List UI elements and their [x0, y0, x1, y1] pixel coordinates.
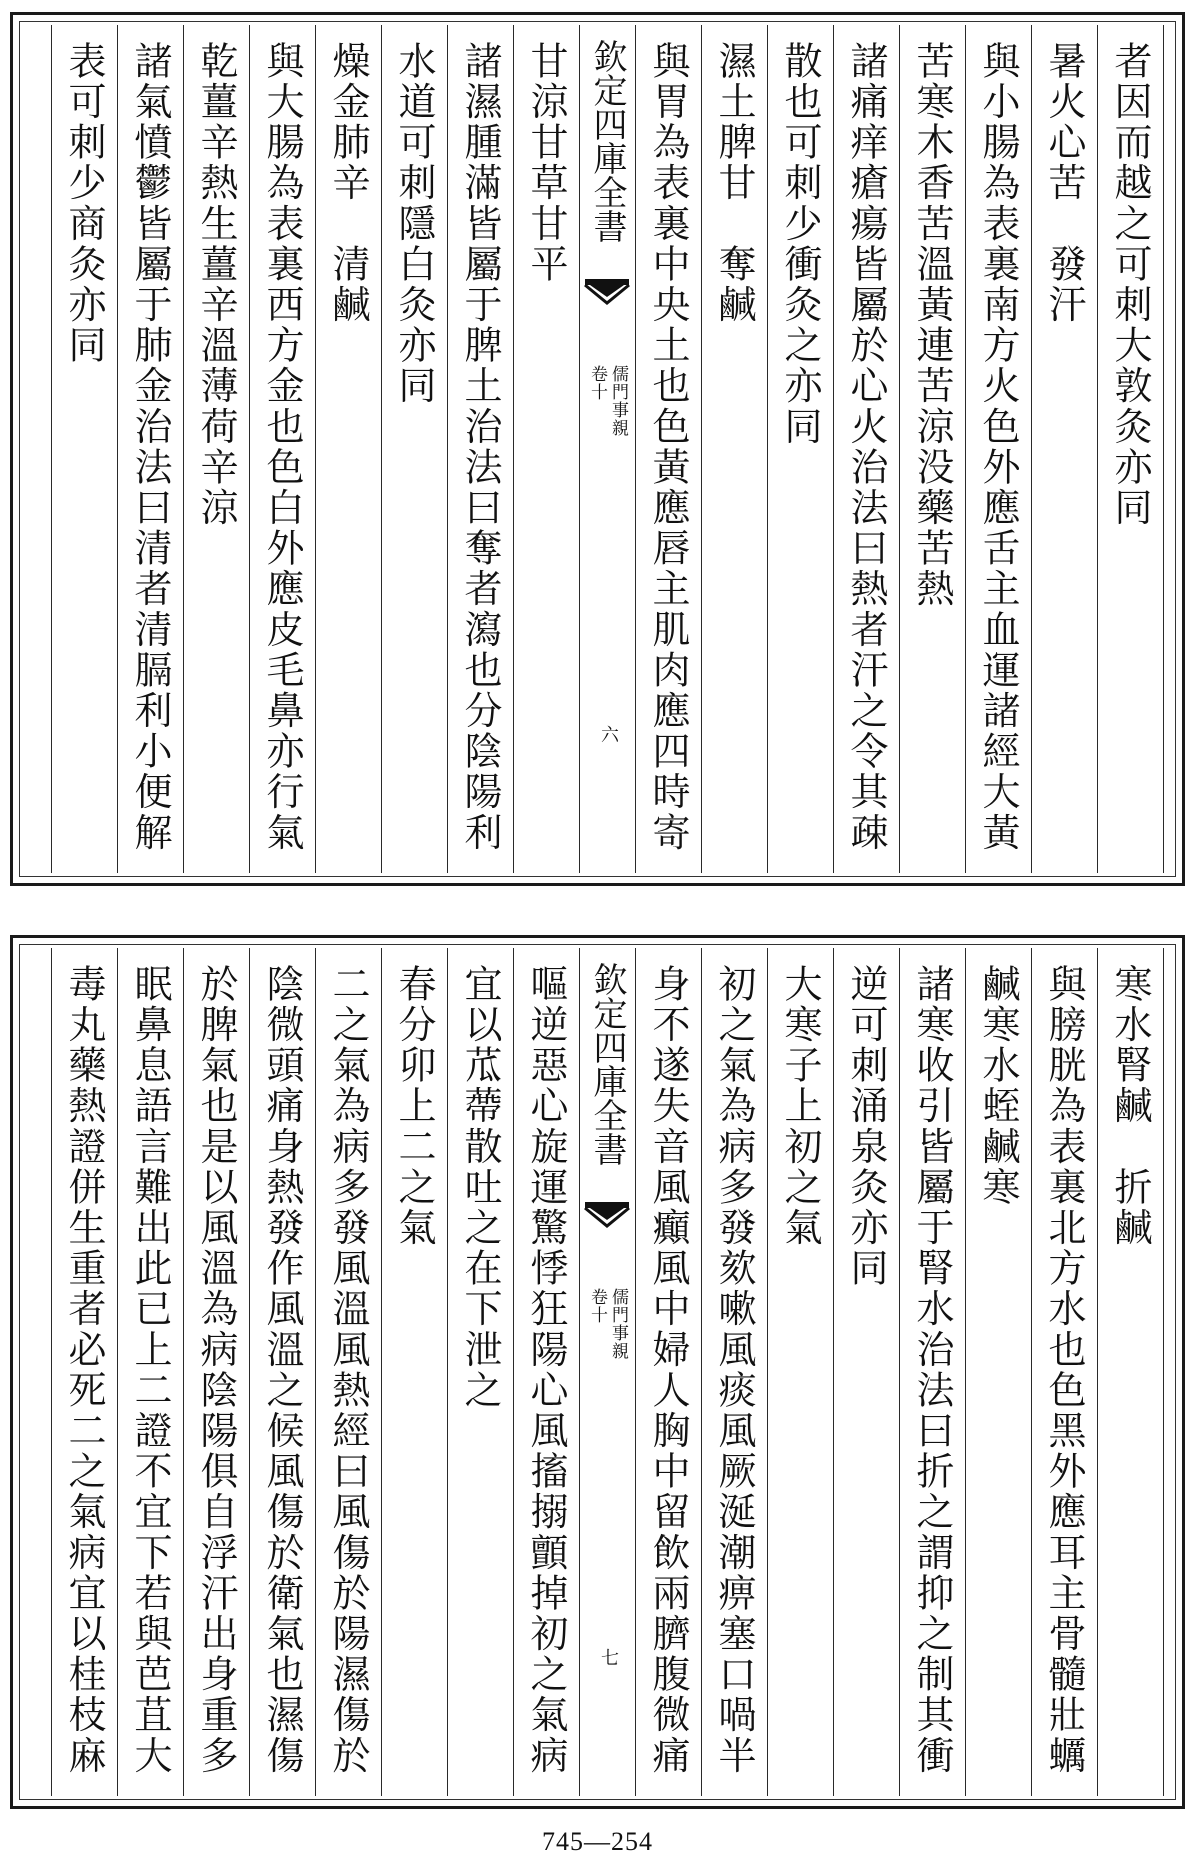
- text-column: 燥金肺辛 清鹹: [326, 41, 370, 326]
- text-column: 逆可刺涌泉灸亦同: [844, 964, 888, 1289]
- column-rule: [635, 948, 636, 1796]
- text-column: 身不遂失音風癲風中婦人胸中留飲兩臍腹微痛: [646, 964, 690, 1776]
- column-rule: [701, 25, 702, 873]
- column-rule: [833, 948, 834, 1796]
- column-rule: [899, 25, 900, 873]
- text-column: 毒丸藥熱證併生重者必死二之氣病宜以桂枝麻: [62, 964, 106, 1776]
- column-rule: [767, 948, 768, 1796]
- column-rule: [833, 25, 834, 873]
- bottom-column-grid: [23, 948, 1172, 1796]
- column-rule: [1031, 25, 1032, 873]
- column-rule: [447, 25, 448, 873]
- column-rule: [51, 25, 52, 873]
- text-column: 苦寒木香苦溫黃連苦涼没藥苦熱: [910, 41, 954, 610]
- leaf-number: 六: [598, 725, 619, 743]
- volume-number: 卷十: [587, 1288, 607, 1324]
- text-column: 春分卯上二之氣: [392, 964, 436, 1249]
- text-column: 諸濕腫滿皆屬于脾土治法曰奪者瀉也分陰陽利: [458, 41, 502, 853]
- column-rule: [1163, 948, 1164, 1796]
- chapter-label: [587, 1288, 627, 1360]
- column-rule: [381, 25, 382, 873]
- text-column: 於脾氣也是以風溫為病陰陽俱自浮汗出身重多: [194, 964, 238, 1776]
- book-title: 欽定四庫全書: [587, 39, 627, 243]
- column-rule: [117, 948, 118, 1796]
- column-rule: [767, 25, 768, 873]
- column-rule: [965, 948, 966, 1796]
- leaf-number: 七: [598, 1648, 619, 1666]
- text-column: 諸寒收引皆屬于腎水治法曰折之謂抑之制其衝: [910, 964, 954, 1776]
- column-rule: [1163, 25, 1164, 873]
- bottom-page: [10, 935, 1185, 1809]
- text-column: 乾薑辛熱生薑辛溫薄荷辛涼: [194, 41, 238, 529]
- chapter-label: [587, 365, 627, 437]
- text-column: 與大腸為表裏西方金也色白外應皮毛鼻亦行氣: [260, 41, 304, 853]
- column-rule: [965, 25, 966, 873]
- page-reference-number: 745—254: [542, 1827, 653, 1856]
- text-column: 諸痛痒瘡瘍皆屬於心火治法曰熱者汗之令其疎: [844, 41, 888, 853]
- column-rule: [635, 25, 636, 873]
- column-rule: [1031, 948, 1032, 1796]
- center-margin-column: [579, 948, 635, 1796]
- text-column: 散也可刺少衝灸之亦同: [778, 41, 822, 447]
- column-rule: [183, 25, 184, 873]
- text-column: 初之氣為病多發欬嗽風痰風厥涎潮痹塞口喎半: [712, 964, 756, 1776]
- text-column: 者因而越之可刺大敦灸亦同: [1108, 41, 1152, 529]
- column-rule: [1097, 25, 1098, 873]
- text-column: 陰微頭痛身熱發作風溫之候風傷於衛氣也濕傷: [260, 964, 304, 1776]
- column-rule: [249, 948, 250, 1796]
- text-column: 水道可刺隱白灸亦同: [392, 41, 436, 407]
- text-column: 眠鼻息語言難出此已上二證不宜下若與芭苴大: [128, 964, 172, 1776]
- column-rule: [899, 948, 900, 1796]
- text-column: 嘔逆惡心旋運驚悸狂陽心風搐搦顫掉初之氣病: [524, 964, 568, 1776]
- column-rule: [315, 25, 316, 873]
- text-column: 二之氣為病多發風溫風熱經曰風傷於陽濕傷於: [326, 964, 370, 1776]
- top-column-grid: [23, 25, 1172, 873]
- text-column: 大寒子上初之氣: [778, 964, 822, 1249]
- book-name: 儒門事親: [608, 365, 628, 437]
- volume-number: 卷十: [587, 365, 607, 401]
- column-rule: [513, 25, 514, 873]
- book-title: 欽定四庫全書: [587, 962, 627, 1166]
- text-column: 鹹寒水蛭鹹寒: [976, 964, 1020, 1208]
- column-rule: [701, 948, 702, 1796]
- column-rule: [183, 948, 184, 1796]
- text-column: 表可刺少商灸亦同: [62, 41, 106, 366]
- text-column: 諸氣憤鬱皆屬于肺金治法曰清者清膈利小便解: [128, 41, 172, 853]
- column-rule: [447, 948, 448, 1796]
- book-name: 儒門事親: [608, 1288, 628, 1360]
- text-column: 宜以苽蔕散吐之在下泄之: [458, 964, 502, 1411]
- text-column: 甘涼甘草甘平: [524, 41, 568, 285]
- column-rule: [117, 25, 118, 873]
- text-column: 與小腸為表裏南方火色外應舌主血運諸經大黃: [976, 41, 1020, 853]
- center-margin-column: [579, 25, 635, 873]
- column-rule: [381, 948, 382, 1796]
- text-column: 暑火心苦 發汗: [1042, 41, 1086, 326]
- fish-tail-icon: [582, 1200, 632, 1234]
- text-column: 與膀胱為表裏北方水也色黑外應耳主骨髓壯蠣: [1042, 964, 1086, 1776]
- column-rule: [1097, 948, 1098, 1796]
- column-rule: [249, 25, 250, 873]
- fish-tail-icon: [582, 277, 632, 311]
- text-column: 與胃為表裏中央土也色黃應唇主肌肉應四時寄: [646, 41, 690, 853]
- column-rule: [51, 948, 52, 1796]
- column-rule: [315, 948, 316, 1796]
- top-page: [10, 12, 1185, 886]
- text-column: 濕土脾甘 奪鹹: [712, 41, 756, 326]
- column-rule: [513, 948, 514, 1796]
- text-column: 寒水腎鹹 折鹹: [1108, 964, 1152, 1249]
